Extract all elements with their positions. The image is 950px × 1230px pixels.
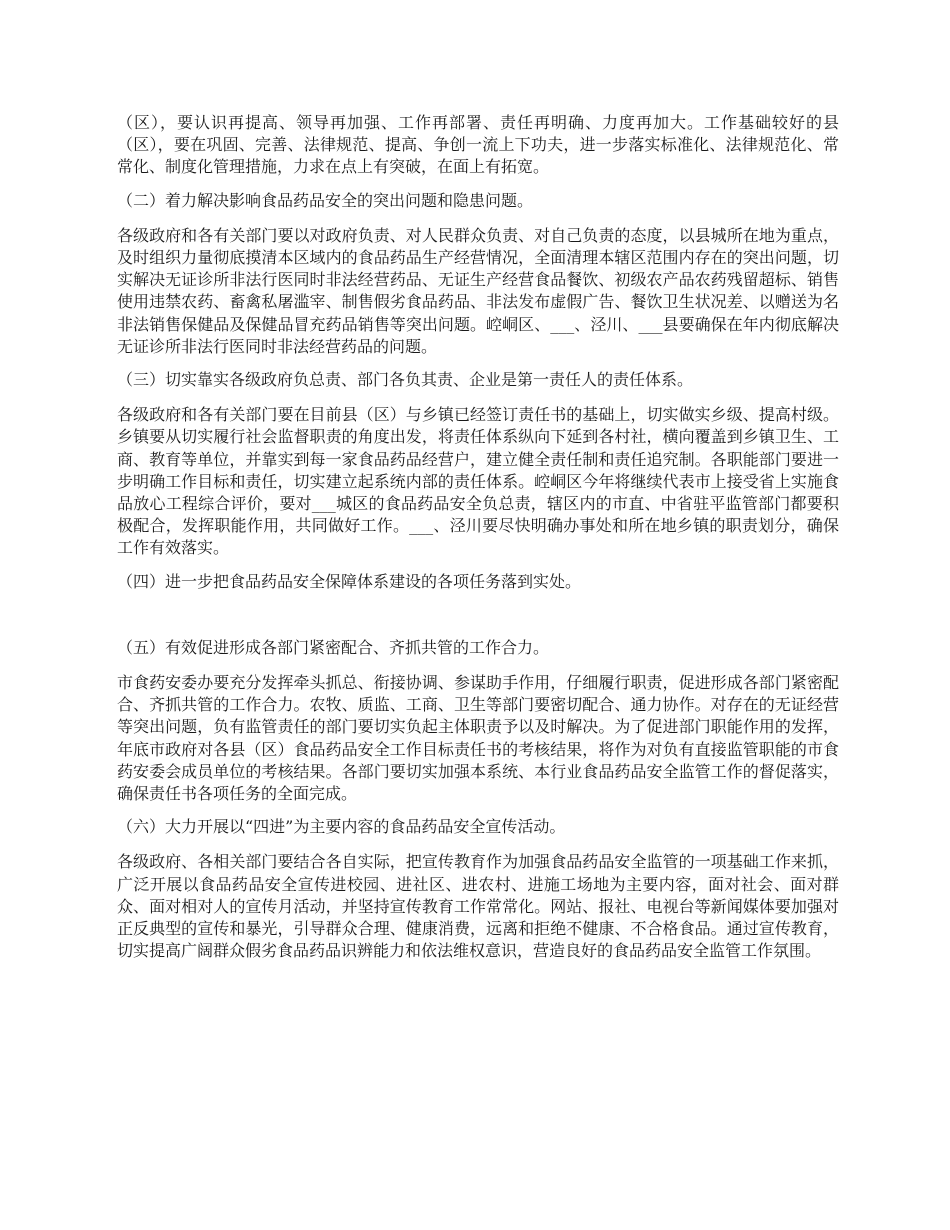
document-body <box>117 112 839 974</box>
heading-section-2: （二）着力解决影响食品药品安全的突出问题和隐患问题。 <box>117 190 534 210</box>
heading-section-6: （六）大力开展以“四进”为主要内容的食品药品安全宣传活动。 <box>117 817 566 837</box>
paragraph-section-6: 各级政府、各相关部门要结合各自实际，把宣传教育作为加强食品药品安全监管的一项基础工作来抓，广泛开展以食品药品安全宣传进校园、进社区、进农村、进施工场地为主要内容，面对社会、面对群众、面对相对人的宣传月活动，并坚持宣传教育工作常常化。网站、报社、电视台等新闻媒体要加强对正反典型的宣传和暴光，引导群众合理、健康消费，远离和拒绝不健康、不合格食品。通过宣传教育，切实提高广阔群众假劣食品药品识辨能力和依法维权意识，营造良好的食品药品安全监管工作氛围。 <box>117 852 839 961</box>
heading-section-3: （三）切实靠实各级政府负总责、部门各负其责、企业是第一责任人的责任体系。 <box>117 370 694 390</box>
paragraph-section-5: 市食药安委办要充分发挥牵头抓总、衔接协调、参谋助手作用，仔细履行职责，促进形成各部门紧密配合、齐抓共管的工作合力。农牧、质监、工商、卫生等部门要密切配合、通力协作。对存在的无证经营等突出问题，负有监管责任的部门要切实负起主体职责予以及时解决。为了促进部门职能作用的发挥，年底市政府对各县（区）食品药品安全工作目标责任书的考核结果，将作为对负有直接监管职能的市食药安委会成员单位的考核结果。各部门要切实加强本系统、本行业食品药品安全监管工作的督促落实，确保责任书各项任务的全面完成。 <box>117 673 839 804</box>
paragraph-section-2: 各级政府和各有关部门要以对政府负责、对人民群众负责、对自己负责的态度，以县城所在地为重点，及时组织力量彻底摸清本区域内的食品药品生产经营情况，全面清理本辖区范围内存在的突出问题，切实解决无证诊所非法行医同时非法经营药品、无证生产经营食品餐饮、初级农产品农药残留超标、销售使用违禁农药、畜禽私屠滥宰、制售假劣食品药品、非法发布虚假广告、餐饮卫生状况差、以赠送为名非法销售保健品及保健品冒充药品销售等突出问题。崆峒区、___、泾川、___县要确保在年内彻底解决无证诊所非法行医同时非法经营药品的问题。 <box>117 225 839 356</box>
heading-section-4: （四）进一步把食品药品安全保障体系建设的各项任务落到实处。 <box>117 571 582 591</box>
paragraph-section-3: 各级政府和各有关部门要在目前县（区）与乡镇已经签订责任书的基础上，切实做实乡级、提高村级。乡镇要从切实履行社会监督职责的角度出发，将责任体系纵向下延到各村社，横向覆盖到乡镇卫生、工商、教育等单位，并靠实到每一家食品药品经营户，建立健全责任制和责任追究制。各职能部门要进一步明确工作目标和责任，切实建立起系统内部的责任体系。崆峒区今年将继续代表市上接受省上实施食品放心工程综合评价，要对___城区的食品药品安全负总责，辖区内的市直、中省驻平监管部门都要积极配合，发挥职能作用，共同做好工作。___、泾川要尽快明确办事处和所在地乡镇的职责划分，确保工作有效落实。 <box>117 405 839 558</box>
paragraph-county-requirements: （区），要认识再提高、领导再加强、工作再部署、责任再明确、力度再加大。工作基础较好的县（区），要在巩固、完善、法律规范、提高、争创一流上下功夫，进一步落实标准化、法律规范化、常常化、制度化管理措施，力求在点上有突破，在面上有拓宽。 <box>117 113 839 177</box>
heading-section-5: （五）有效促进形成各部门紧密配合、齐抓共管的工作合力。 <box>117 637 550 657</box>
